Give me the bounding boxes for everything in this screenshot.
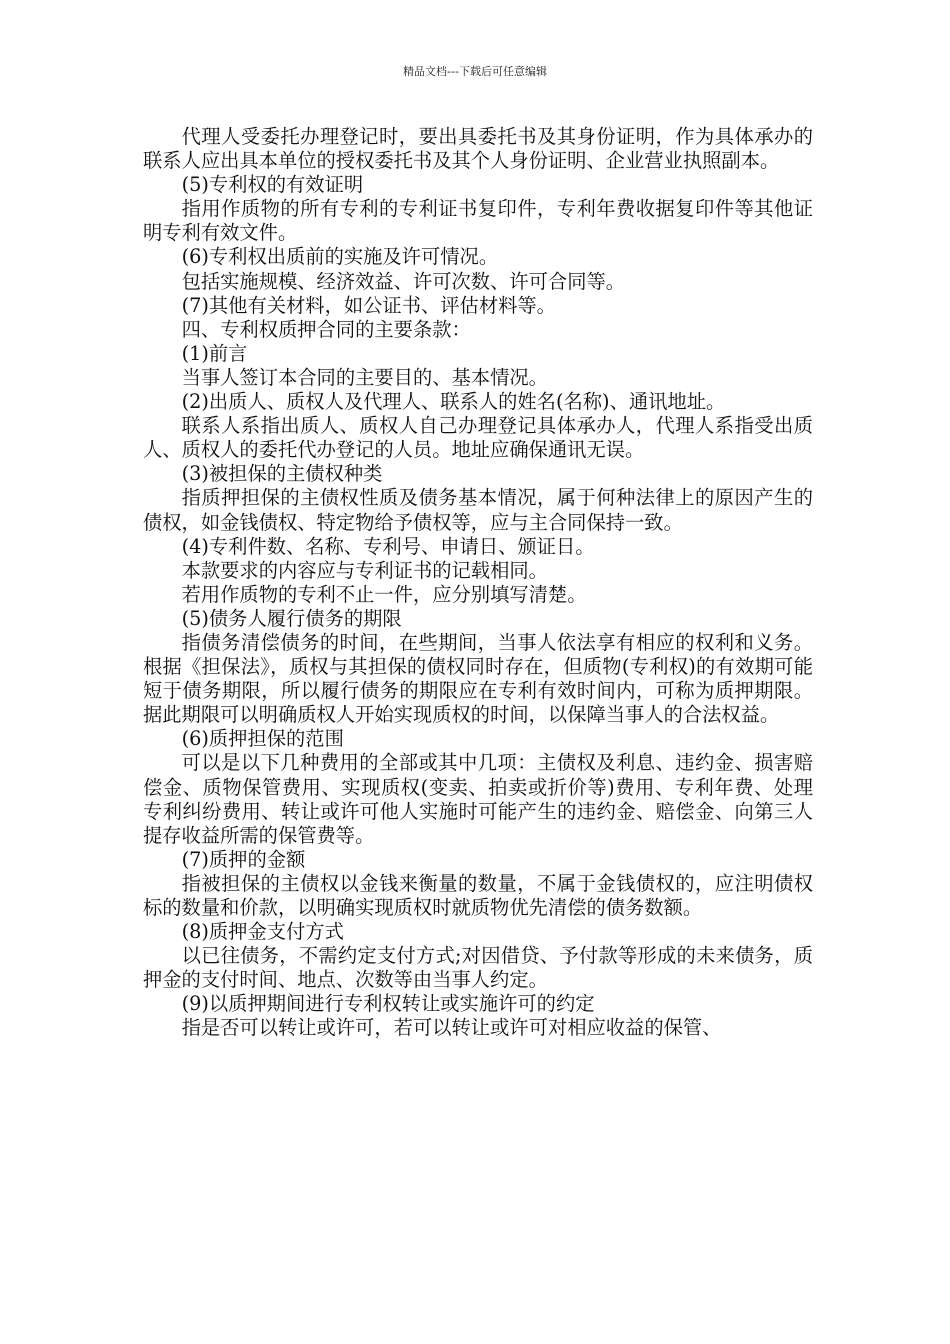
- paragraph: 若用作质物的专利不止一件，应分别填写清楚。: [181, 582, 587, 606]
- document-body: [143, 125, 813, 1041]
- paragraph: 指是否可以转让或许可，若可以转让或许可对相应收益的保管、: [181, 1016, 722, 1040]
- section-heading: (6)质押担保的范围: [181, 727, 344, 751]
- section-heading: (5)债务人履行债务的期限: [181, 606, 402, 630]
- paragraph: 联系人系指出质人、质权人自己办理登记具体承办人，代理人系指受出质人、质权人的委托代办登记的人员。地址应确保通讯无误。: [143, 414, 813, 462]
- section-heading: (9)以质押期间进行专利权转让或实施许可的约定: [181, 992, 595, 1016]
- paragraph: 以已往债务，不需约定支付方式;对因借贷、予付款等形成的未来债务，质押金的支付时间、地点、次数等由当事人约定。: [143, 944, 813, 992]
- paragraph: 本款要求的内容应与专利证书的记载相同。: [181, 558, 548, 582]
- section-heading: (7)其他有关材料，如公证书、评估材料等。: [181, 293, 556, 317]
- page-header: 精品文档---下载后可任意编辑: [403, 65, 547, 78]
- paragraph: 指用作质物的所有专利的专利证书复印件，专利年费收据复印件等其他证明专利有效文件。: [143, 197, 813, 245]
- section-heading: (5)专利权的有效证明: [181, 173, 364, 197]
- section-heading: (6)专利权出质前的实施及许可情况。: [181, 245, 499, 269]
- section-heading: (2)出质人、质权人及代理人、联系人的姓名(名称)、通讯地址。: [181, 390, 726, 414]
- paragraph: 包括实施规模、经济效益、许可次数、许可合同等。: [181, 269, 626, 293]
- section-heading: (4)专利件数、名称、专利号、申请日、颁证日。: [181, 534, 595, 558]
- paragraph: 当事人签订本合同的主要目的、基本情况。: [181, 365, 548, 389]
- chapter-heading: 四、专利权质押合同的主要条款：: [181, 317, 471, 341]
- section-heading: (8)质押金支付方式: [181, 920, 344, 944]
- paragraph: 指质押担保的主债权性质及债务基本情况，属于何种法律上的原因产生的债权，如金钱债权、特定物给予债权等，应与主合同保持一致。: [143, 486, 813, 534]
- paragraph: 指被担保的主债权以金钱来衡量的数量，不属于金钱债权的，应注明债权标的数量和价款，以明确实现质权时就质物优先清偿的债务数额。: [143, 871, 813, 919]
- section-heading: (1)前言: [181, 341, 248, 365]
- section-heading: (3)被担保的主债权种类: [181, 462, 383, 486]
- section-heading: (7)质押的金额: [181, 847, 306, 871]
- paragraph: 代理人受委托办理登记时，要出具委托书及其身份证明，作为具体承办的联系人应出具本单位的授权委托书及其个人身份证明、企业营业执照副本。: [143, 125, 813, 173]
- paragraph: 指债务清偿债务的时间，在些期间，当事人依法享有相应的权利和义务。根据《担保法》，质权与其担保的债权同时存在，但质物(专利权)的有效期可能短于债务期限，所以履行债务的期限应在专利有效时间内，可称为质押期限。据此期限可以明确质权人开始实现质权的时间，以保障当事人的合法权益。: [143, 630, 813, 727]
- paragraph: 可以是以下几种费用的全部或其中几项：主债权及利息、违约金、损害赔偿金、质物保管费用、实现质权(变卖、拍卖或折价等)费用、专利年费、处理专利纠纷费用、转让或许可他人实施时可能产生的违约金、赔偿金、向第三人提存收益所需的保管费等。: [143, 751, 813, 847]
